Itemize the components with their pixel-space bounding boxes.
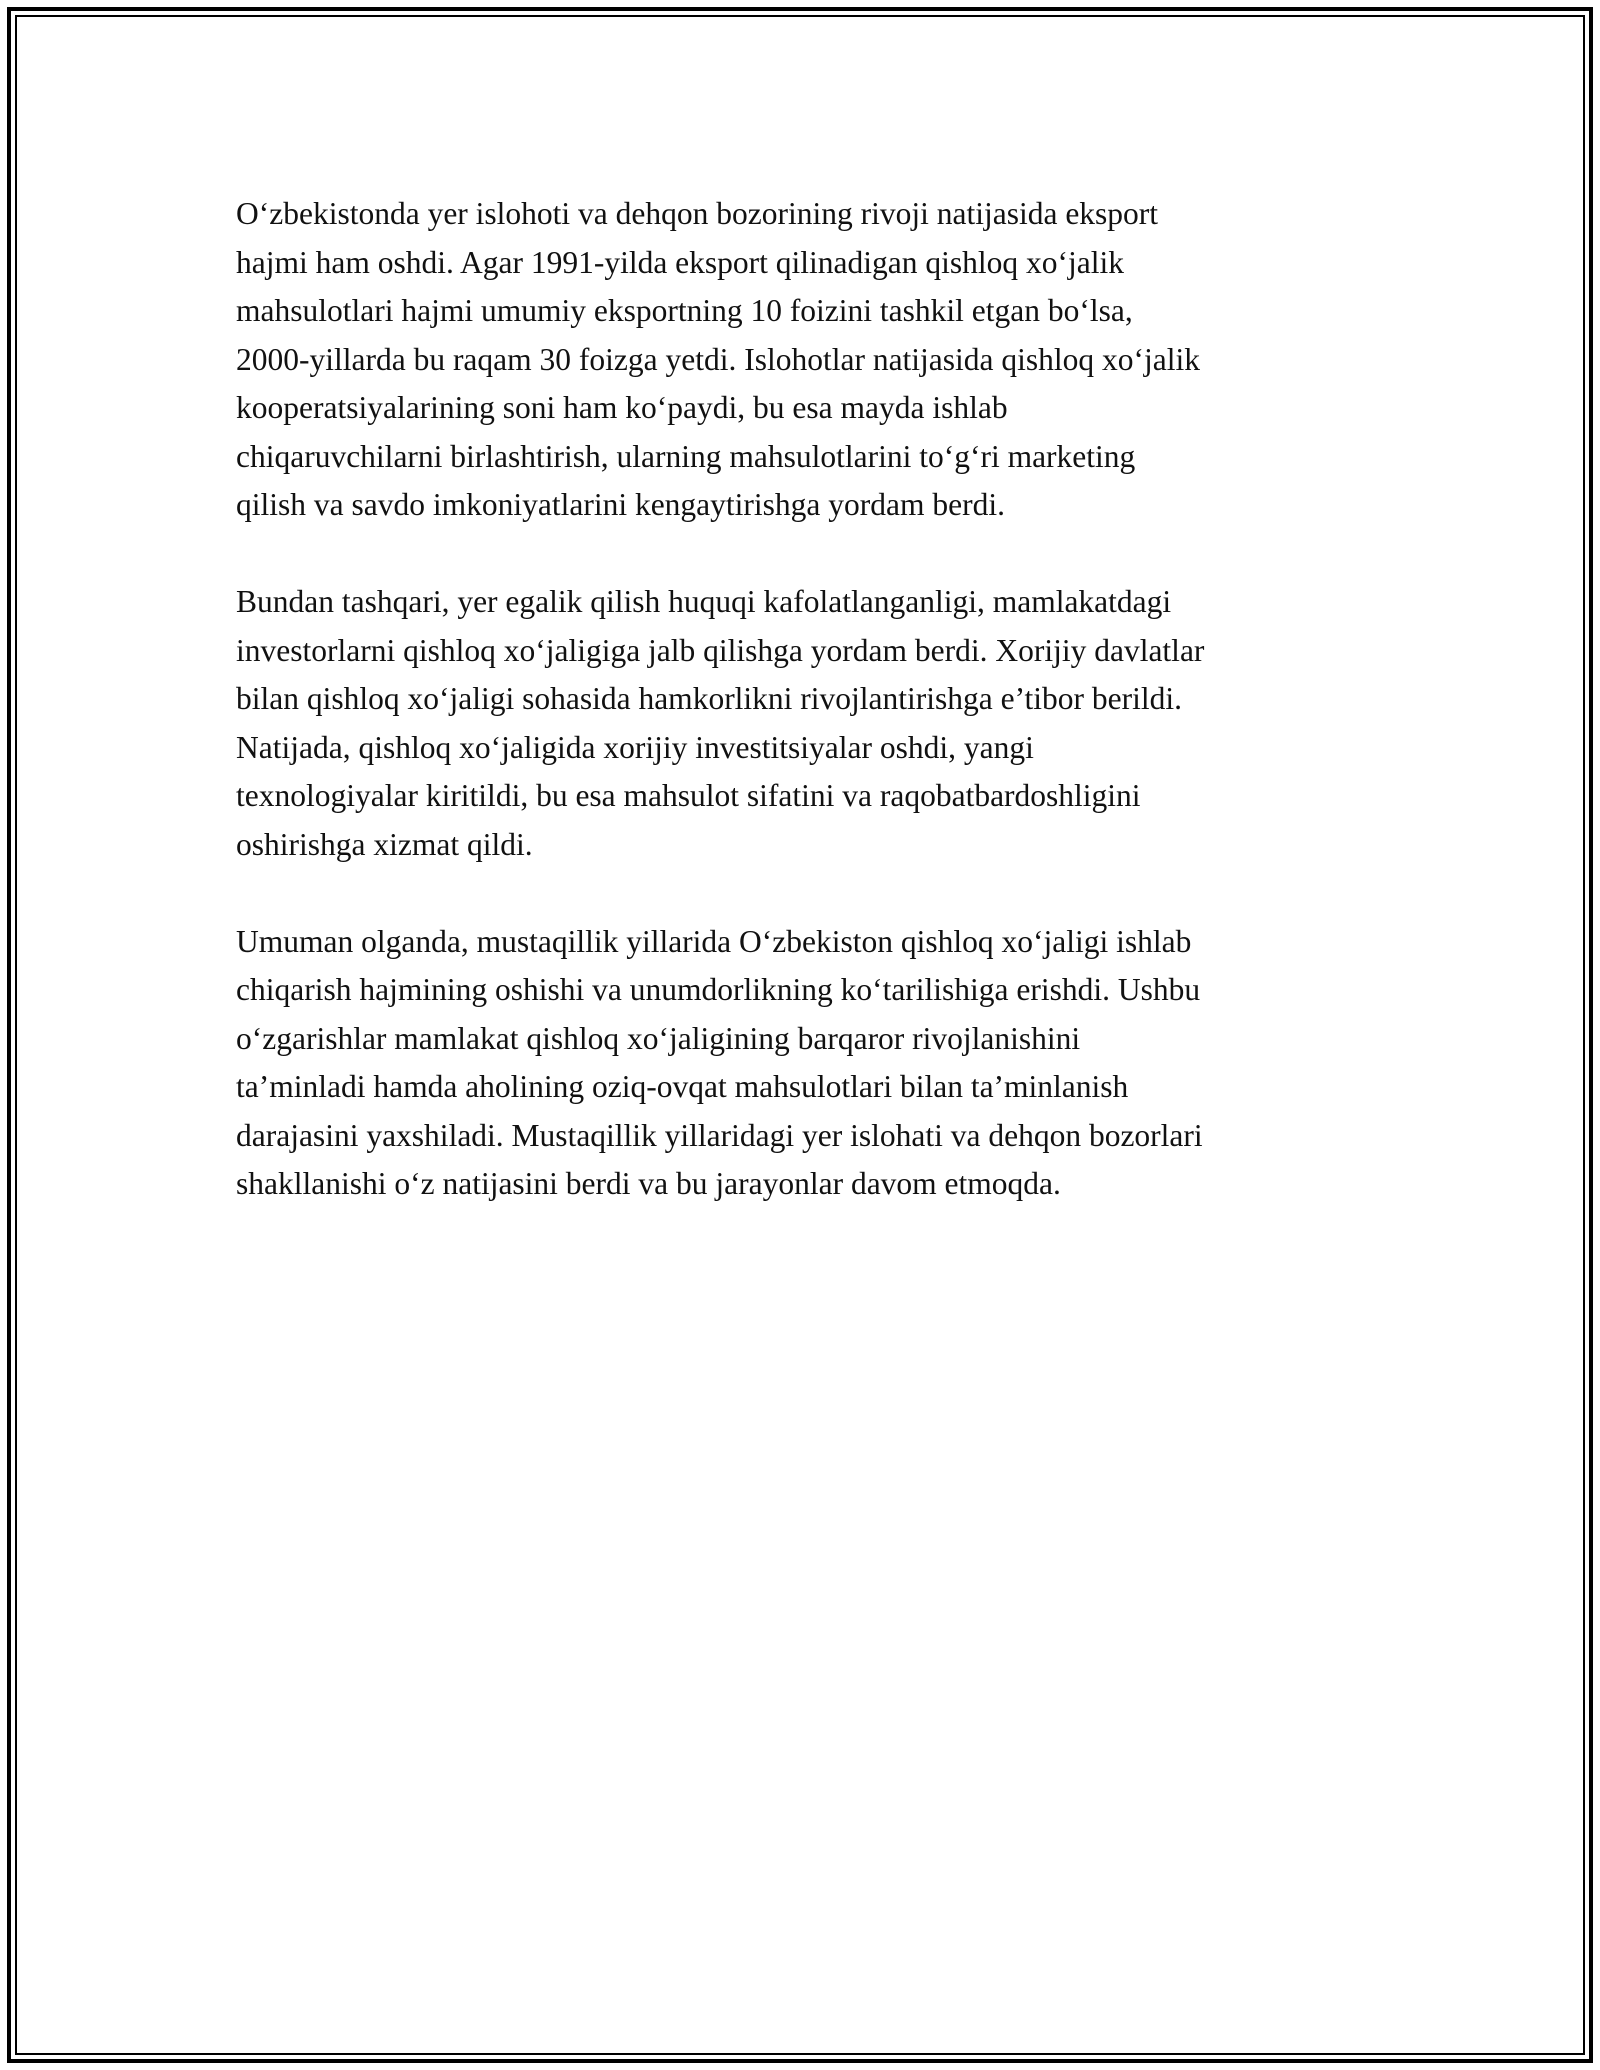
paragraph-line: Umuman olganda, mustaqillik yillarida O‘zbekiston qishloq xo‘jaligi ishlab — [236, 923, 1192, 959]
paragraph-line: investorlarni qishloq xo‘jaligiga jalb qilishga yordam berdi. Xorijiy davlatlar — [236, 632, 1205, 668]
paragraph-line: chiqarish hajmining oshishi va unumdorlikning ko‘tarilishiga erishdi. Ushbu — [236, 972, 1201, 1007]
paragraph-3 — [236, 918, 1376, 1209]
paragraph-line: O‘zbekistonda yer islohoti va dehqon bozorining rivoji natijasida eksport — [236, 196, 1159, 231]
paragraph-line: hajmi ham oshdi. Agar 1991-yilda eksport qilinadigan qishloq xo‘jalik — [236, 244, 1124, 280]
paragraph-line: bilan qishloq xo‘jaligi sohasida hamkorlikni rivojlantirishga e’tibor berildi. — [236, 681, 1183, 716]
paragraph-line: chiqaruvchilarni birlashtirish, ularning mahsulotlarini to‘g‘ri marketing — [236, 438, 1136, 474]
paragraph-line: shakllanishi o‘z natijasini berdi va bu jarayonlar davom etmoqda. — [236, 1166, 1061, 1201]
paragraph-line: o‘zgarishlar mamlakat qishloq xo‘jaligining barqaror rivojlanishini — [236, 1020, 1081, 1056]
document-body — [236, 190, 1376, 1257]
paragraph-line: mahsulotlari hajmi umumiy eksportning 10 foizini tashkil etgan bo‘lsa, — [236, 293, 1133, 328]
paragraph-line: Bundan tashqari, yer egalik qilish huquqi kafolatlanganligi, mamlakatdagi — [236, 584, 1172, 619]
paragraph-line: 2000-yillarda bu raqam 30 foizga yetdi. Islohotlar natijasida qishloq xo‘jalik — [236, 341, 1201, 377]
paragraph-line: oshirishga xizmat qildi. — [236, 826, 533, 862]
paragraph-line: Natijada, qishloq xo‘jaligida xorijiy investitsiyalar oshdi, yangi — [236, 729, 1034, 765]
paragraph-line: qilish va savdo imkoniyatlarini kengaytirishga yordam berdi. — [236, 487, 1005, 522]
paragraph-line: ta’minladi hamda aholining oziq-ovqat mahsulotlari bilan ta’minlanish — [236, 1069, 1129, 1104]
paragraph-1 — [236, 190, 1376, 530]
paragraph-line: darajasini yaxshiladi. Mustaqillik yillaridagi yer islohati va dehqon bozorlari — [236, 1117, 1203, 1153]
paragraph-line: kooperatsiyalarining soni ham ko‘paydi, bu esa mayda ishlab — [236, 390, 1008, 425]
paragraph-line: texnologiyalar kiritildi, bu esa mahsulot sifatini va raqobatbardoshligini — [236, 778, 1141, 813]
paragraph-2 — [236, 578, 1376, 869]
